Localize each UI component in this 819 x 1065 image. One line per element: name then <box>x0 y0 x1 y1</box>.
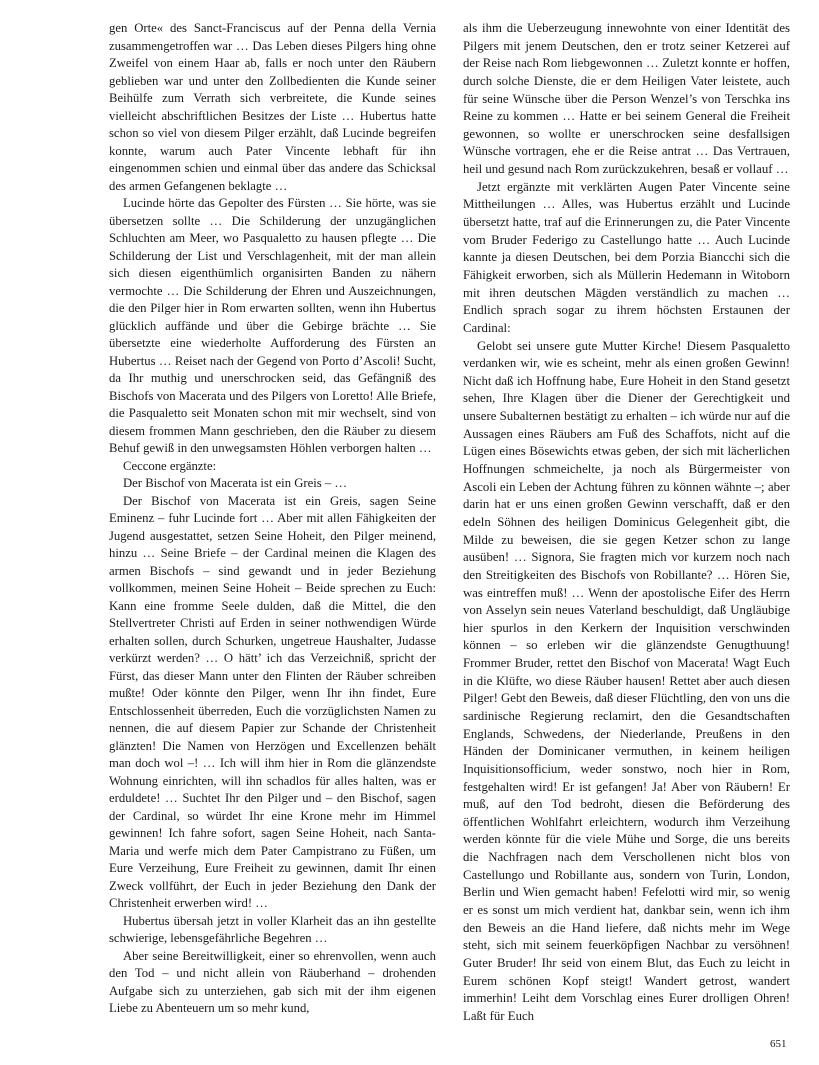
paragraph: Jetzt ergänzte mit verklärten Augen Pater Vincente seine Mittheilungen … Alles, was Hubertus erzählt und Lucinde übersetzt hatte, traf auf die Erinnerungen zu, die Pater Vincente vom Bruder Federigo zu Castellungo hatte … Auch Lucinde kannte ja diesen Deutschen, bei dem Porzia Biancchi sich die Fähigkeit erworben, sich als Müllerin Hedemann in Witoborn mit ihren deutschen Mägden verständlich zu machen … Endlich sprach sogar zu ihrem höchsten Erstaunen der Cardinal: <box>463 179 790 335</box>
paragraph: Der Bischof von Macerata ist ein Greis – … <box>123 476 348 490</box>
paragraph: Hubertus übersah jetzt in voller Klarheit das an ihn gestellte schwierige, lebensgefährliche Begehren … <box>109 913 436 945</box>
page-number: 651 <box>770 1038 787 1050</box>
paragraph: Der Bischof von Macerata ist ein Greis, sagen Seine Eminenz – fuhr Lucinde fort … Aber mit allen Fähigkeiten der Jugend ausgestattet, setzen Seine Hoheit, den Pilger meinend, hinzu … Seine Briefe – der Cardinal meinen die Klagen des armen Bischofs – sind gewandt und in jeder Beziehung vollkommen, meinen Seine Hoheit – Beide sprechen zu Euch: Kann eine fromme Seele dulden, daß die Mittel, die den Stellvertreter Christi auf Erden in seiner nothwendigen Würde erhalten sollen, durch Schurken, ungetreue Haushalter, Judasse verkürzt werden? … O hätt’ ich das Verzeichniß, spricht der Fürst, das dieser Mann unter den Flinten der Räuber schreiben mußte! Oder könnte den Pilger, wenn Ihr ihn findet, Eure Entschlossenheit überreden, Euch die vorzüglichsten Namen zu nennen, die auf diesem Papier zur Schande der Christenheit glänzten! Die Namen von Herzögen und Excellenzen behält man doch wol –! … Ich will ihm hier in Rom die glänzendste Wohnung einrichten, will ihn schadlos für alles halten, was er erduldete! … Suchtet Ihr den Pilger und – den Bischof, sagen der Cardinal, so würdet Ihr eine Krone mehr im Himmel gewinnen! Ich fahre sofort, sagen Seine Hoheit, nach Santa-Maria und werfe mich dem Pater Campistrano zu Füßen, um Eure Verzeihung, Eure Freiheit zu gewinnen, damit Ihr einen Zweck vollführt, der Euch in jeder Beziehung den Dank der Christenheit erwerben wird! … <box>109 493 436 910</box>
paragraph: als ihm die Ueberzeugung innewohnte von einer Identität des Pilgers mit jenem Deutschen, den er trotz seiner Ketzerei auf der Reise nach Rom liebgewonnen … Zuletzt konnte er hoffen, durch solche Dienste, die er dem Heiligen Vater leistete, auch für seine Wünsche über die Person Wenzel’s von Terschka ins Reine zu kommen … Hatte er bei seinem General die Freiheit gewonnen, so wollte er unerschrocken seine desfallsigen Wünsche vortragen, ehe er die Reise antrat … Das Vertrauen, heil und gesund nach Rom zurückzukehren, besaß er vollauf … <box>463 21 790 177</box>
paragraph: Ceccone ergänzte: <box>123 458 217 473</box>
paragraph: Gelobt sei unsere gute Mutter Kirche! Diesem Pasqualetto verdanken wir, wie es scheint, mehr als einen großen Gewinn! Nicht daß ich Hoffnung habe, Eure Hoheit in den Stand gesetzt sehen, Ihre Klagen über die Diener der Gerechtigkeit und unsere Subalternen bestätigt zu erhalten – ich würde nur auf die Aussagen eines Räubers am Fuß des Schaffots, nicht auf die Lügen eines Bösewichts etwas geben, der sich mit lächerlichen Hoffnungen schmeichelte, ja noch als Bürgermeister von Ascoli ein Leben der Achtung führen zu können wähnte –; aber darin hat er uns einen großen Gewinn verschafft, daß er den edeln Söhnen des heiligen Dominicus Gelegenheit gibt, die Milde zu beweisen, die sie gegen Ketzer schon zu lange ausüben! … Signora, Sie fragten mich vor kurzem noch nach den Streitigkeiten des Bischofs von Robillante? … Hören Sie, was eintreffen muß! … Wenn der apostolische Eifer des Herrn von Asselyn sein neues Vaterland beschuldigt, daß Ungläubige hier spurlos in den Kerkern der Inquisition verschwinden können – so erleben wir die glänzendste Genugthuung! Frommer Bruder, rettet den Bischof von Macerata! Wagt Euch in die Klüfte, wo diese Räuber hausen! Rettet aber auch diesen Pilger! Gebt den Beweis, daß dieser Flüchtling, den von uns die sardinische Regierung reclamirt, den die Gesandtschaften Englands, Schwedens, der Niederlande, Preußens in den Händen der Dominicaner vermuthen, in keinem heiligen Inquisitionsofficium, weder sonstwo, noch hier in Rom, festgehalten wird! Er ist gefangen! Ja! Aber von Räubern! Er muß, auf den Tod bedroht, diesen die Beförderung des öffentlichen Wohlfahrt erleichtern, wodurch ihm Verzeihung werden könnte für die viele Mühe und Sorge, die uns bereits die Nachfragen nach dem Verschollenen nicht blos von Castellungo und Robillante aus, sondern von Turin, London, Berlin und Wien gemacht haben! Fefelotti wird mir, so wenig er es sonst um mich verdient hat, dankbar sein, wenn ich ihm den Beweis an die Hand liefere, daß nichts mehr im Wege steht, sich mit seinem feuerköpfigen Nachbar zu versöhnen! Guter Bruder! Ihr seid von einem Blut, das Euch zu leicht in Eurem schönen Kopf steigt! Wandert getrost, wandert immerhin! Leiht dem Vorschlag eines Eurer drolligen Ohren! Laßt für Euch <box>463 338 790 1023</box>
right-text-column <box>463 20 790 1026</box>
paragraph: Lucinde hörte das Gepolter des Fürsten … Sie hörte, was sie übersetzen sollte … Die Schilderung der unzugänglichen Schluchten am Meer, wo Pasqualetto zu hausen pflegte … Die Schilderung der List und Verschlagenheit, mit der man allein sich diesen eigenthümlich organisirten Banden zu nähern vermochte … Die Schilderung der Ehren und Auszeichnungen, die den Pilger hier in Rom erwarten sollten, wenn ihn Hubertus glücklich auffände und über die Gebirge brächte … Sie übersetzte eine wiederholte Aufforderung des Fürsten an Hubertus … Reiset nach der Gegend von Porto d’Ascoli! Sucht, da Ihr muthig und unerschrocken seid, das Gefängniß des Bischofs von Macerata und des Pilgers von Loretto! Alle Briefe, die Pasqualetto seit Monaten schon mit mir wechselt, sind von diesem frommen Mann geschrieben, den die Räuber zu diesem Behuf gewiß in den unwegsamsten Höhlen verborgen halten … <box>109 196 436 455</box>
paragraph: gen Orte« des Sanct-Franciscus auf der Penna della Vernia zusammengetroffen war … Das Leben dieses Pilgers hing ohne Zweifel von einem Haar ab, falls er noch unter den Räubern geblieben war und unter den Zollbedienten die Kunde seiner Beihülfe zum Verrath sich verbreitete, die Kunde seines vielleicht abschriftlichen Besitzes der Liste … Hubertus hatte schon so viel von diesem Pilger erzählt, daß Lucinde begreifen konnte, warum auch Pater Vincente lebhaft für ihn eingenommen schien und einmal über das andere das Schicksal des armen Gefangenen beklagte … <box>109 21 436 193</box>
paragraph: Aber seine Bereitwilligkeit, einer so ehrenvollen, wenn auch den Tod – und nicht allein von Räuberhand – drohenden Aufgabe sich zu unterziehen, gab sich mit der ihm eigenen Liebe zu Abenteuern um so mehr kund, <box>109 948 436 1015</box>
left-text-column <box>109 20 436 1018</box>
